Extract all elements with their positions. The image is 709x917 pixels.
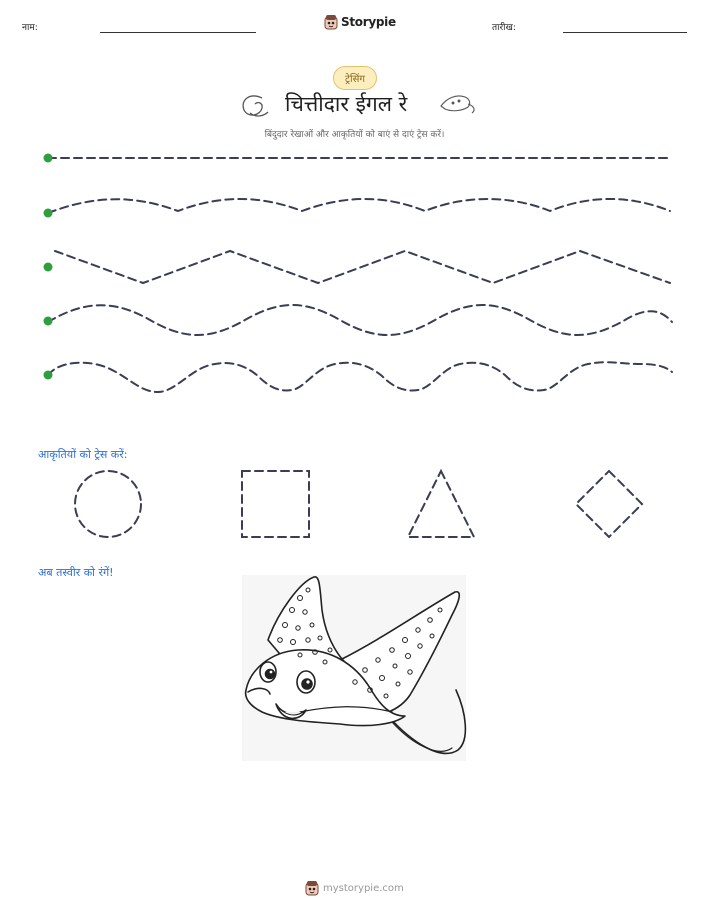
- footer-site: mystorypie.com: [323, 882, 404, 894]
- storypie-mascot-icon: [305, 880, 319, 896]
- footer: [305, 880, 404, 896]
- instructions: बिंदुदार रेखाओं और आकृतियों को बाएं से दाएं ट्रेस करें।: [264, 130, 445, 140]
- page-title: चित्तीदार ईगल रे: [285, 92, 408, 116]
- color-heading: अब तस्वीर को रंगें!: [38, 566, 114, 579]
- date-label: तारीख:: [492, 23, 516, 33]
- tracing-badge: ट्रेसिंग: [333, 66, 377, 90]
- brand-name: Storypie: [341, 15, 396, 29]
- name-label: नाम:: [22, 23, 38, 33]
- shapes-heading: आकृतियों को ट्रेस करें:: [38, 448, 128, 461]
